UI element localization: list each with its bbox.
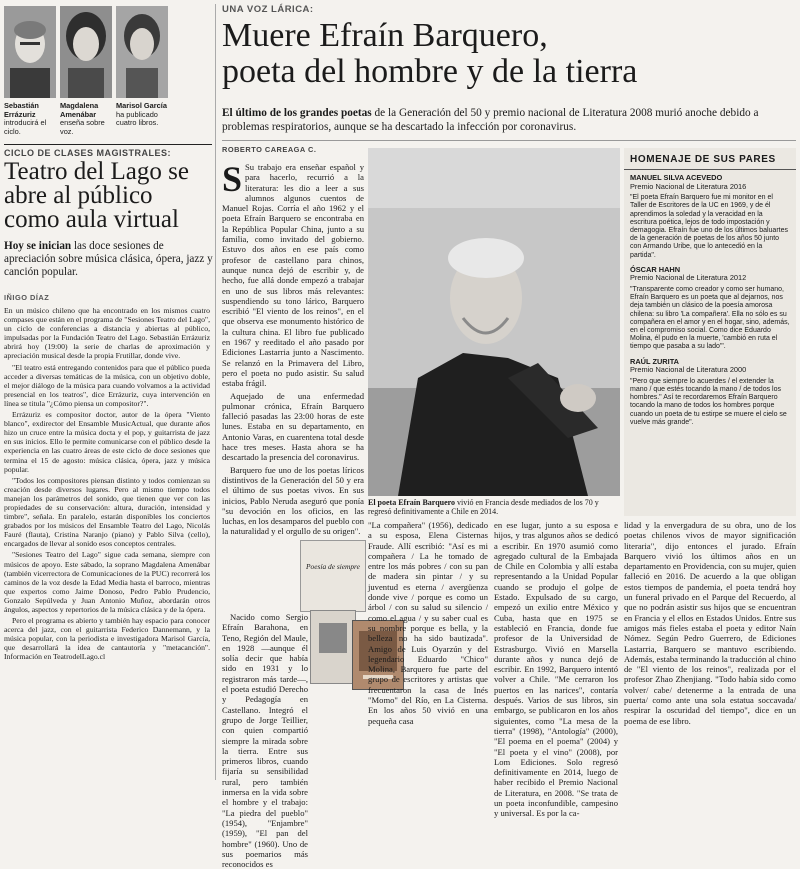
tribute-award: Premio Nacional de Literatura 2000 (630, 365, 747, 375)
sidebar-paragraph: Errázuriz es compositor doctor, autor de la ópera "Viento blanco", exdirector del Ensamble MusicActual, que durante años hizo un cruce entre la música docta y el pop, y guitarrista de jazz en sus inicios. Ello le permite comunicarse con el público desde la experiencia en las cuatro áreas de este ciclo de doce sesiones que termina el 15 de agosto: música clásica, ópera, jazz y música popular. (4, 410, 210, 474)
photo-caption (368, 498, 620, 517)
section-tag: CICLO DE CLASES MAGISTRALES: (4, 148, 172, 158)
caption-rest: vivió en Francia desde mediados de los 70 y regresó definitivamente a Chile en 2014. (368, 498, 599, 517)
article-paragraph: Nacido como Sergio Efraín Barahona, en Teno, Región del Maule, en 1928 —aunque él solía decir que había sido en 1931 y lo registraron más tarde—, el poeta estudió Derecho y Pedagogía en Castellano. Integró el grupo de Jorge Teillier, con quien compartió siempre la mirada sobre la tierra. Entre sus primeros libros, cuando fijaría su sensibilidad rural, pero también inmersa en la vida sobre el hombre y el trabajo: "La piedra del pueblo" (1954), "Enjambre" (1959), "El pan del hombre" (1960). Uno de sus poemarios más reconocidos es (222, 612, 308, 869)
article-col4 (624, 520, 796, 782)
portrait-photo-1 (4, 6, 56, 98)
person-caption-1 (4, 102, 58, 136)
deck-rest: las doce sesiones de apreciación sobre música clásica, ópera, jazz y canción popular. (4, 240, 213, 278)
tribute-name: ÓSCAR HAHN (630, 264, 681, 274)
tribute-title: HOMENAJE DE SUS PARES (624, 148, 796, 170)
article-paragraph: Barquero fue uno de los poetas líricos distintivos de la Generación del 50 y era el último de sus poetas vivos. En sus inicios, Pablo Neruda aseguró que ponía "su devoción en los oficios, en las luchas, en los desamparos del pueblo con la naturalidad y el orgullo de su origen". (222, 464, 364, 537)
article-col2 (368, 520, 488, 782)
tribute-box (624, 148, 796, 516)
tribute-name: RAÚL ZURITA (630, 356, 679, 366)
deck-strong: El último de los grandes poetas (222, 107, 372, 119)
sidebar-paragraph: "Todos los compositores piensan distinto y todos comienzan su creación desde diversos lugares. Pero al mismo tiempo todos manejan los parámetros del sonido, que tienen que ver con las propiedades de su conservación: altura, duración, intensidad y timbre", señala. En paralelo, estarán disponibles los conciertos grabados por los músicos del Ensamble Teatro del Lago, Nicolás Fauré (flauta), Cristina Naranjo (piano) y Pablo Silva (cello), encargados de llevar al sonido esos conceptos centrales. (4, 475, 210, 549)
tribute-entry-3 (624, 352, 796, 427)
book-cover-title: Poesía de siempre (306, 562, 360, 571)
sidebar-paragraph: "El teatro está entregando contenidos para que el público pueda acceder a diversas temáticas de la música, con un objetivo doble, el mejor diálogo de la música para cuando volvamos a la actividad presencial en los teatros", dice Errázuriz, cuya intervención en línea se titula "¿Cómo piensa un compositor?". (4, 362, 210, 408)
portrait-photo-2 (60, 6, 112, 98)
sidebar-body (4, 306, 210, 782)
caption-strong: El poeta Efraín Barquero (368, 498, 456, 507)
article-paragraph: en ese lugar, junto a su esposa e hijos, y tras algunos años se dedicó a escribir. En 1970 asumió como agregado cultural de la Embajada de Chile en Colombia y allí estaba representando a la Unidad Popular cuando se produjo el golpe de Estado. Expulsado de su cargo, empezó un exilio entre México y Cuba, hasta que en 1975 se estableció en Francia, donde fue profesor de la Universidad de Estrasburgo. Vivió en Marsella durante años y nunca dejó de escribir. En 1992, Barquero intentó volver a Chile. "Me cerraron los puertos en las narices", contaría después. Varios de sus libros, sin embargo, se publicaron en los años siguientes, como "La mesa de la tierra" (1998), "Antología" (2000), "El poema en el poema" (2004) y "El poeta y el vino" (2008), por Lom Ediciones. Solo regresó definitivamente en 2014, luego de haber recibido el Premio Nacional de Literatura, en 2008. "Se trata de un poeta inconfundible, campesino y universal. Es por la ca- (494, 520, 618, 819)
person-caption-3 (116, 102, 172, 128)
article-col3 (494, 520, 618, 819)
person-name: Magdalena Amenábar (60, 101, 99, 119)
sidebar-paragraph: Pero el programa es abierto y también hay espacio para conocer acerca del jazz, con el guitarrista Federico Dannemann, y la música popular, con la periodista e investigadora Marisol García, que desarrollará la idea de cantautoría y "metacanción". Información en TeatrodelLago.cl (4, 616, 210, 662)
sidebar-paragraph: En un músico chileno que ha encontrado en los mismos cuatro compases que están en el programa de "Sesiones Teatro del Lago", un ciclo de conferencias a distancia y abiertas al público, impulsadas por la Fundación Teatro del Lago. Sebastián Errázuriz abrirá hoy (19:00) la serie de charlas de aproximación y apreciación musical desde la propia Frutillar, donde vive. (4, 306, 210, 361)
deck-strong: Hoy se inician (4, 240, 72, 252)
article-deck (222, 106, 782, 134)
person-role: enseña sobre voz. (60, 118, 105, 136)
sidebar-byline: IÑIGO DÍAZ (4, 293, 50, 302)
person-role: introducirá el ciclo. (4, 118, 47, 136)
article-byline: ROBERTO CAREAGA C. (222, 145, 317, 154)
tribute-award: Premio Nacional de Literatura 2016 (630, 181, 747, 191)
tribute-entry-2 (624, 260, 796, 352)
article-col1-bottom (222, 612, 308, 869)
sidebar-headline: Teatro del Lago se abre al público como aula virtual (4, 158, 189, 233)
tribute-quote: "Transparente como creador y como ser humano, Efraín Barquero es un poeta que al dejarnos, nos deja también un clásico de la poesía amorosa chilena: su libro 'La compañera'. Ella no sólo es su compañera en el amor y en el hogar, sino, además, en el compromiso social. Como dice Eduardo Molina, él pudo en la muerte, 'cambió en ruta el tiempo que pasaba a su lado'". (630, 286, 790, 351)
article-col1-top (222, 159, 364, 594)
deck-rest: de la Generación del 50 y premio nacional de Literatura 2008 murió anoche debido a problemas respiratorios, aunque se ha descartado la infección por coronavirus. (222, 107, 759, 133)
tribute-name: MANUEL SILVA ACEVEDO (630, 173, 723, 182)
book-cover-1 (300, 540, 366, 612)
poet-photo (368, 148, 620, 496)
article-kicker: UNA VOZ LÁRICA: (222, 4, 314, 15)
article-paragraph: Aquejado de una enfermedad pulmonar crónica, Efraín Barquero falleció pasadas las 23:00 horas de este lunes. Estaba en su departamento, en Antonio Varas, en cuarentena total desde hace tres meses. Hasta ahora se ha descartado la presencia del coronavirus. (222, 390, 364, 463)
tribute-quote: "El poeta Efraín Barquero fue mi monitor en el Taller de Escritores de la UC en 1969, y de él aprendimos la soledad y la veracidad en la escritura poética, lejos de todo impostación y demagogia. Efraín fue uno de los últimos baluartes de la generación de poetas de los años 50 junto con Armando Uribe, que lo antecedió en la partida". (630, 194, 788, 259)
sidebar-paragraph: "Sesiones Teatro del Lago" sigue cada semana, siempre con músicos de apoyo. Este sábado, la soprano Magdalena Amenábar (también vicerrectora de Comunicaciones de la PUC) recorrerá los caminos de la voz desde la Edad Media hasta el barroco, mientras que expertos como Jaime Donoso, Pedro Pablo Prudencio, Gonzalo Sepúlveda y Juan Antonio Muñoz, abordarán otros ángulos, aspectos y repertorios de la música clásica y de la ópera. (4, 550, 210, 614)
article-paragraph: S Su trabajo era enseñar español y para hacerlo, recurrió a la literatura: les dio a leer a sus alumnos algunos cuentos de Manuel Rojas. Corría el año 1962 y el poeta Efraín Barquero se encontraba en la República Popular China, junto a su familia, como invitado del gobierno. Estuvo dos años en ese país como profesor de castellano para chinos, aunque nunca dejó de escribir y, de hecho, fue allá donde empezó a trabajar en uno de sus libros más relevantes: suspendiendo su tono lárico, Barquero escribió "El viento de los reinos", en el que observa ese monumento histórico de la cultura china. El libro fue publicado en 1967 y reeditado el año pasado por Ediciones Lastarria junto a Nascimento. Se relanzó en la Primavera del Libro, pero el poeta no pudo asistir. Su salud estaba frágil. (222, 159, 364, 389)
drop-cap: S (222, 159, 243, 199)
article-paragraph: lidad y la envergadura de su obra, uno de los poetas chilenos vivos de mayor significación literaria", dijo entonces el jurado. Efraín Barquero vivió los últimos años en un departamento en Providencia, con su mujer, quien falleció en 2016. De acuerdo a la que obligan estos tiempos de pandemia, el poeta tendrá hoy un funeral privado en el Parque del Recuerdo, al que no podrán asistir sus hijos que se encuentran en Francia y el ellos en Estados Unidos. Entre sus amigos más fieles estaba el poeta y editor Naín Nómez. Según Pedro Guerrero, de Ediciones Lastarria, Barquero se mantuvo escribiendo. Además, estaba terminando la traducción al chino de "El viento de los reinos", realizada por el profesor Zhao Zhenjiang. "Todo había sido como volver/ cabe/ detenerme a la entrada de una puerta/ como ante una sola estatua soccavada/ respirar la oscuridad del tiempo", dice en un poema de ese libro. (624, 520, 796, 726)
person-caption-2 (60, 102, 114, 136)
tribute-entry-1 (624, 170, 796, 260)
tribute-quote: "Pero que siempre lo acuerdes / el extender la mano / que estés tocando la mano / de todos los hombres." Así te recordaremos Efraín Barquero tocando la mano de todos los hombres porque cuando un poeta de tu estirpe se muere el cielo se vuelve más grande". (630, 377, 787, 426)
article-headline-line1: Muere Efraín Barquero, (222, 17, 548, 54)
article-paragraph: "La compañera" (1956), dedicado a su esposa, Elena Cisternas Fraude. Allí escribió: "Así es mi compañera / La he tomado de entre los más pobres / con su pan de madera sin pintar / y su juventud es eterna / avergüenza donde vive / porque es como un árbol / con su salud su silencio / como el agua / y su saber cual es su nombre porque es bella, y la belleza no ha sido bautizada". Amigo de Luis Oyarzún y del legendario Eduardo "Chico" Molina, Barquero fue parte del grupo de escritores y artistas que frecuentaron la casa de Inés "Momo" del Río, en La Cisterna. En los años 50 vivió en una pequeña casa (368, 520, 488, 726)
person-name: Marisol García (116, 101, 167, 110)
article-headline-line2: poeta del hombre y de la tierra (222, 53, 638, 90)
portrait-photo-3 (116, 6, 168, 98)
person-name: Sebastián Errázuriz (4, 101, 39, 119)
book-cover-2 (310, 610, 356, 684)
tribute-award: Premio Nacional de Literatura 2012 (630, 273, 747, 283)
sidebar-deck (4, 240, 214, 279)
person-role: ha publicado cuatro libros. (116, 109, 159, 128)
